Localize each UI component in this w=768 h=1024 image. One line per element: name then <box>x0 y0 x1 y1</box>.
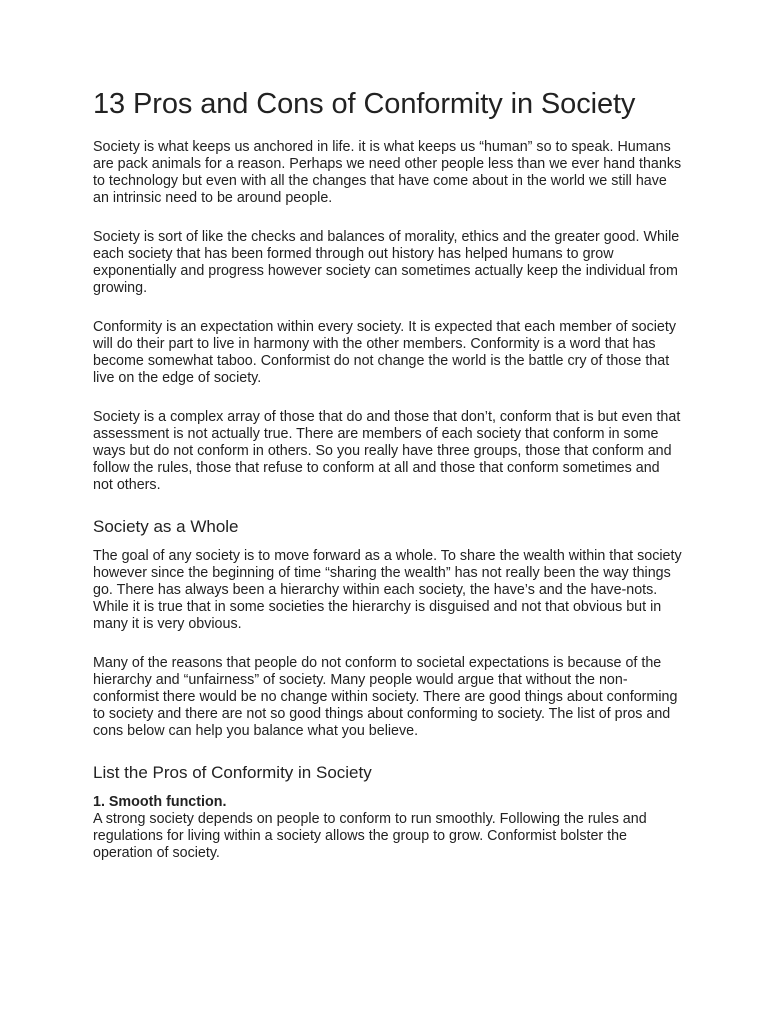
intro-paragraph: Society is sort of like the checks and balances of morality, ethics and the greater good. While each society that has been formed through out history has helped humans to grow exponentially and progress however society can sometimes actually keep the individual from growing. <box>93 229 680 296</box>
pros-item-title: 1. Smooth function. <box>93 794 227 810</box>
page-title: 13 Pros and Cons of Conformity in Society <box>93 88 636 120</box>
intro-paragraph: Society is what keeps us anchored in life. it is what keeps us “human” so to speak. Humans are pack animals for a reason. Perhaps we need other people less than we ever hand thanks to technology but even with all the changes that have come about in the world we still have an intrinsic need to be around people. <box>93 139 682 206</box>
section-paragraph: The goal of any society is to move forward as a whole. To share the wealth within that society however since the beginning of time “sharing the wealth” has not really been the way things go. There has always been a hierarchy within each society, the have’s and the have-nots. While it is true that in some societies the hierarchy is disguised and not that obvious but in many it is very obvious. <box>93 548 682 632</box>
section-paragraph: Many of the reasons that people do not conform to societal expectations is because of the hierarchy and “unfairness” of society. Many people would argue that without the non-conformist there would be no change within society. There are good things about conforming to society and there are not so good things about conforming to society. The list of pros and cons below can help you balance what you believe. <box>93 655 678 739</box>
document-page <box>93 86 683 862</box>
section-heading-society-whole: Society as a Whole <box>93 517 239 536</box>
intro-paragraph: Conformity is an expectation within every society. It is expected that each member of society will do their part to live in harmony with the other members. Conformity is a word that has become somewhat taboo. Conformist do not change the world is the battle cry of those that live on the edge of society. <box>93 319 676 386</box>
intro-paragraph: Society is a complex array of those that do and those that don’t, conform that is but even that assessment is not actually true. There are members of each society that conform in some ways but do not conform in others. So you really have three groups, those that conform and follow the rules, those that refuse to conform at all and those that conform sometimes and not others. <box>93 409 681 493</box>
pros-list-item <box>93 794 683 862</box>
pros-item-body: A strong society depends on people to conform to run smoothly. Following the rules and regulations for living within a society allows the group to grow. Conformist bolster the operation of society. <box>93 811 647 861</box>
section-heading-pros: List the Pros of Conformity in Society <box>93 763 372 782</box>
